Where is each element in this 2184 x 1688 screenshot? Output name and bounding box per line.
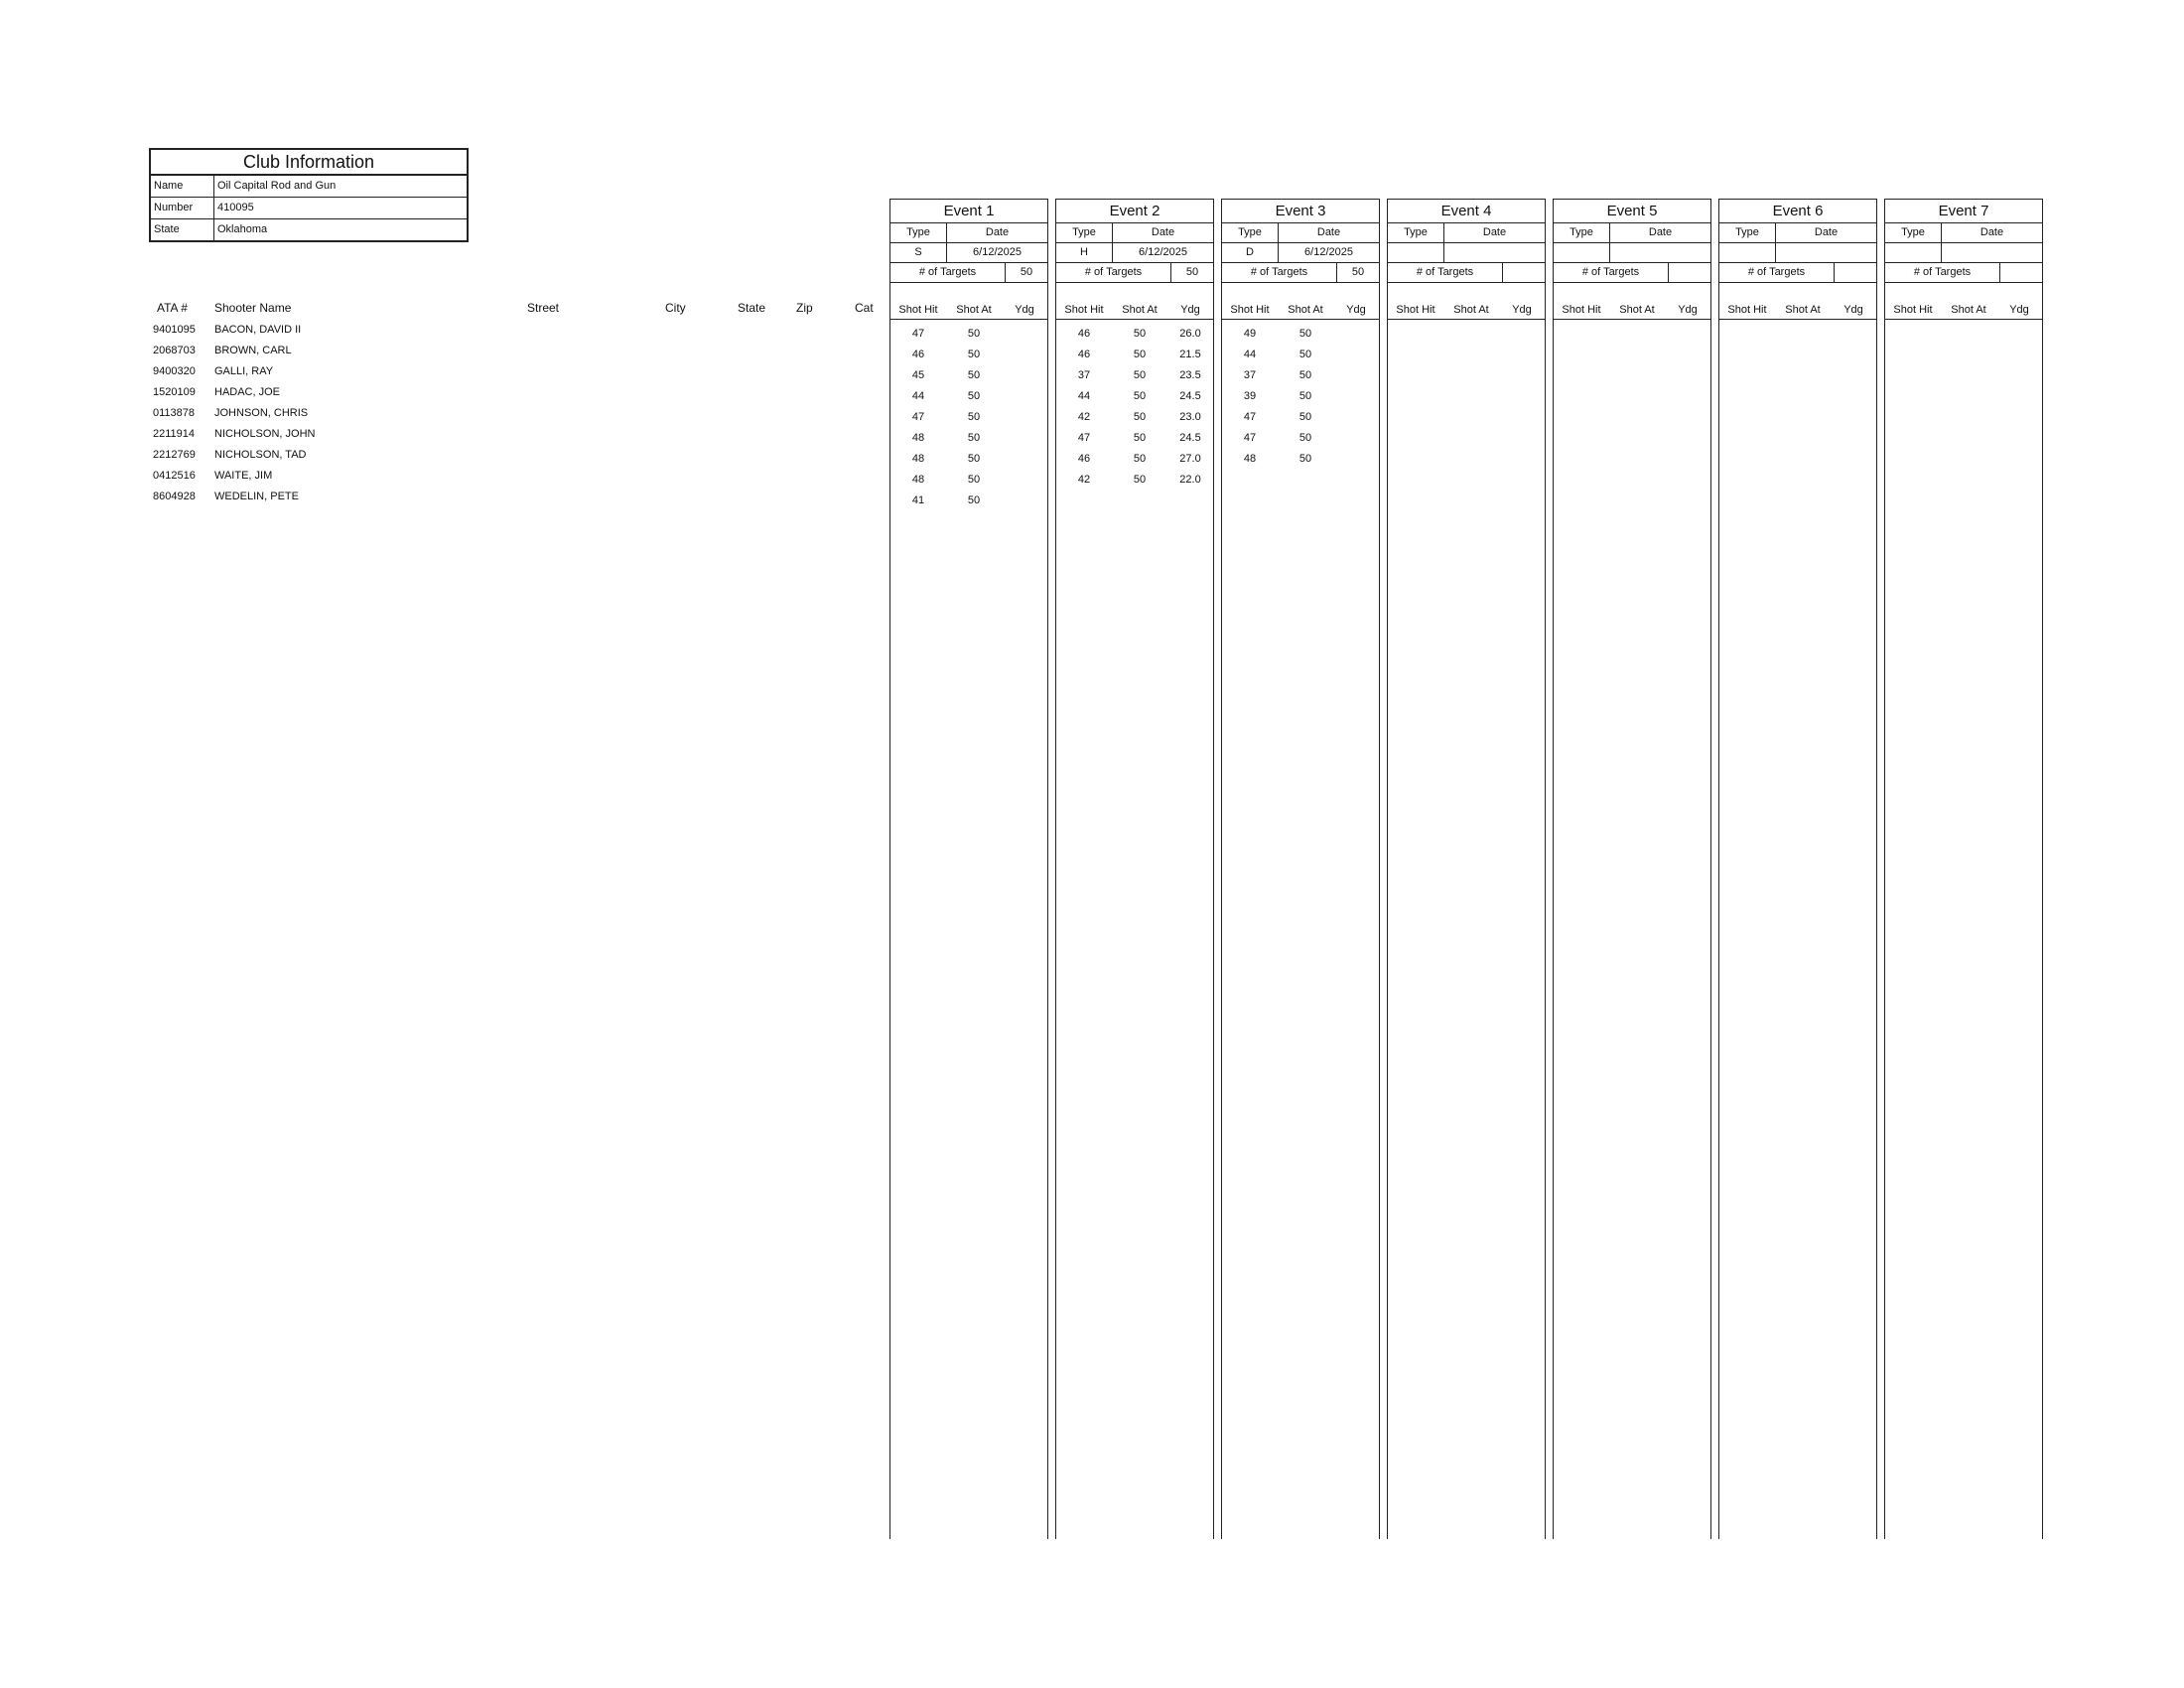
event-date-label: Date [1316,226,1341,238]
shot-at-value: 50 [967,453,981,465]
shot-hit-value: 46 [911,349,925,360]
event-targets-row [1885,263,2042,282]
event-title: Event 2 [1056,200,1213,223]
ydg-value [1333,428,1379,449]
shot-hit-value: 47 [1243,432,1257,444]
ydg-value: 24.5 [1179,432,1201,444]
shot-hit-value: 46 [1077,328,1091,340]
ydg-header: Ydg [1843,304,1863,316]
ydg-value [1333,449,1379,470]
event-header-box [1056,199,1213,283]
event-title: Event 5 [1554,200,1710,223]
event-date-value [1444,243,1545,262]
event-type-date-header [1885,223,2042,243]
shot-at-value: 50 [1133,432,1147,444]
event-date-value: 6/12/2025 [1139,246,1187,258]
shot-hit-value: 48 [911,474,925,486]
event-score-header [1388,301,1545,320]
event-date-value [1942,243,2042,262]
club-state-value: Oklahoma [217,223,268,235]
shot-at-value: 50 [967,369,981,381]
event-type-date-values [1388,243,1545,263]
event-type-value [1554,243,1610,262]
shot-at-value: 50 [1298,369,1312,381]
ydg-value: 23.0 [1179,411,1201,423]
score-row [1056,407,1213,428]
shot-at-value: 50 [967,328,981,340]
event-type-date-header [890,223,1047,243]
shot-hit-value: 44 [1243,349,1257,360]
event-targets-label: # of Targets [1913,266,1972,278]
shooter-name: GALLI, RAY [214,365,274,377]
event-score-header [1222,301,1379,320]
shot-at-value: 50 [1298,432,1312,444]
shot-at-header: Shot At [1453,304,1489,316]
shooter-name: WEDELIN, PETE [214,491,299,502]
ata-number-header: ATA # [157,301,188,315]
ydg-header: Ydg [1015,304,1034,316]
shooter-ata: 2068703 [153,345,196,356]
ydg-value: 26.0 [1179,328,1201,340]
shot-at-value: 50 [967,390,981,402]
event-column [1221,199,1380,1539]
shot-at-value: 50 [1133,411,1147,423]
cat-header: Cat [855,301,874,315]
event-type-label: Type [1056,223,1113,242]
club-number-label: Number [151,198,214,218]
shot-at-value: 50 [1298,349,1312,360]
shot-at-value: 50 [1133,453,1147,465]
shot-hit-value: 42 [1077,411,1091,423]
ydg-header: Ydg [1678,304,1698,316]
score-row [1222,407,1379,428]
ydg-value [1002,428,1047,449]
event-type-label: Type [1554,223,1610,242]
event-score-header [1719,301,1876,320]
event-header-box [1885,199,2042,283]
ydg-value: 23.5 [1179,369,1201,381]
shooter-name: NICHOLSON, JOHN [214,428,316,440]
event-title: Event 7 [1885,200,2042,223]
event-column [1387,199,1546,1539]
shot-hit-header: Shot Hit [1064,304,1104,316]
event-type-value: D [1222,243,1279,262]
shooter-ata: 8604928 [153,491,196,502]
shot-at-value: 50 [1133,349,1147,360]
shot-at-value: 50 [1133,474,1147,486]
shot-at-header: Shot At [1122,304,1158,316]
score-row [1056,324,1213,345]
shooter-ata: 9400320 [153,365,196,377]
ydg-value [1333,324,1379,345]
event-date-label: Date [1482,226,1507,238]
event-date-label: Date [1151,226,1175,238]
shot-hit-value: 41 [911,494,925,506]
event-targets-value: 50 [1170,263,1213,282]
shot-hit-value: 46 [1077,453,1091,465]
event-targets-row [1056,263,1213,282]
ydg-value [1333,407,1379,428]
shot-hit-value: 42 [1077,474,1091,486]
score-row [890,407,1047,428]
ydg-value: 22.0 [1179,474,1201,486]
event-column [1553,199,1711,1539]
ydg-value [1002,324,1047,345]
shot-hit-value: 48 [911,432,925,444]
event-targets-row [1388,263,1545,282]
ydg-value [1002,470,1047,491]
club-number-value: 410095 [217,202,254,213]
score-row [1056,449,1213,470]
shot-hit-value: 47 [911,328,925,340]
ydg-header: Ydg [2009,304,2029,316]
shot-hit-value: 46 [1077,349,1091,360]
event-targets-value [1999,263,2042,282]
ydg-value: 21.5 [1179,349,1201,360]
shooter-name-header: Shooter Name [214,301,292,315]
event-type-date-header [1719,223,1876,243]
event-date-value: 6/12/2025 [1304,246,1353,258]
event-type-value [1719,243,1776,262]
event-type-label: Type [1222,223,1279,242]
ydg-header: Ydg [1346,304,1366,316]
shot-hit-header: Shot Hit [1562,304,1601,316]
event-header-box [1388,199,1545,283]
event-targets-label: # of Targets [1250,266,1308,278]
event-type-date-values [1222,243,1379,263]
event-targets-row [1222,263,1379,282]
score-row [1056,345,1213,365]
club-name-label: Name [151,176,214,197]
score-row [890,324,1047,345]
event-type-date-header [1554,223,1710,243]
score-row [1222,428,1379,449]
club-state-row [151,219,467,240]
shot-hit-value: 37 [1077,369,1091,381]
shot-at-value: 50 [967,349,981,360]
event-targets-label: # of Targets [918,266,977,278]
shot-at-header: Shot At [956,304,992,316]
event-targets-label: # of Targets [1084,266,1143,278]
shot-hit-value: 47 [1243,411,1257,423]
shooter-ata: 9401095 [153,324,196,336]
ydg-header: Ydg [1512,304,1532,316]
event-score-header [1056,301,1213,320]
shot-at-header: Shot At [1951,304,1986,316]
event-date-value [1610,243,1710,262]
score-row [890,428,1047,449]
event-date-value [1776,243,1876,262]
score-row [890,491,1047,511]
club-state-label: State [151,219,214,240]
event-header-box [1719,199,1876,283]
score-row [1056,365,1213,386]
shot-hit-header: Shot Hit [1230,304,1270,316]
event-date-value: 6/12/2025 [973,246,1022,258]
shot-at-value: 50 [1298,390,1312,402]
shot-at-header: Shot At [1619,304,1655,316]
club-name-row [151,176,467,198]
score-row [1056,470,1213,491]
event-type-label: Type [1719,223,1776,242]
event-type-label: Type [890,223,947,242]
event-type-date-values [890,243,1047,263]
shot-at-header: Shot At [1288,304,1323,316]
score-row [1056,386,1213,407]
shot-hit-value: 37 [1243,369,1257,381]
shot-hit-value: 47 [1077,432,1091,444]
event-type-date-header [1056,223,1213,243]
event-targets-value [1502,263,1545,282]
score-row [1222,449,1379,470]
score-row [1056,428,1213,449]
shot-at-value: 50 [967,474,981,486]
event-type-label: Type [1885,223,1942,242]
event-type-date-values [1719,243,1876,263]
shot-hit-value: 47 [911,411,925,423]
score-row [1222,386,1379,407]
shot-at-value: 50 [967,494,981,506]
event-type-value [1885,243,1942,262]
shot-at-value: 50 [1133,390,1147,402]
event-targets-value [1668,263,1710,282]
event-title: Event 4 [1388,200,1545,223]
event-score-header [890,301,1047,320]
ydg-value: 27.0 [1179,453,1201,465]
event-title: Event 6 [1719,200,1876,223]
score-row [890,449,1047,470]
score-row [890,470,1047,491]
score-row [890,386,1047,407]
event-type-date-header [1222,223,1379,243]
event-header-box [1554,199,1710,283]
score-row [1222,324,1379,345]
event-type-date-header [1388,223,1545,243]
event-title: Event 1 [890,200,1047,223]
shot-hit-value: 48 [911,453,925,465]
event-type-date-values [1056,243,1213,263]
shooter-ata: 2211914 [153,428,196,440]
shot-hit-header: Shot Hit [1396,304,1435,316]
event-targets-row [1554,263,1710,282]
event-date-label: Date [985,226,1010,238]
shot-hit-value: 39 [1243,390,1257,402]
shot-at-header: Shot At [1785,304,1821,316]
event-header-box [1222,199,1379,283]
shot-hit-value: 49 [1243,328,1257,340]
event-score-header [1885,301,2042,320]
ydg-value [1002,386,1047,407]
state-header: State [738,301,766,315]
shooter-name: NICHOLSON, TAD [214,449,307,461]
event-targets-row [890,263,1047,282]
zip-header: Zip [796,301,813,315]
event-date-label: Date [1648,226,1673,238]
shooter-name: BACON, DAVID II [214,324,302,336]
shooter-ata: 0412516 [153,470,196,482]
shot-at-value: 50 [1133,328,1147,340]
ydg-value [1333,345,1379,365]
shooter-name: HADAC, JOE [214,386,281,398]
event-title: Event 3 [1222,200,1379,223]
shot-at-value: 50 [1133,369,1147,381]
shooter-ata: 0113878 [153,407,196,419]
event-date-label: Date [1979,226,2004,238]
ydg-value [1002,345,1047,365]
event-targets-value: 50 [1005,263,1047,282]
shooter-name: WAITE, JIM [214,470,273,482]
event-type-value: H [1056,243,1113,262]
score-row [890,365,1047,386]
event-date-label: Date [1814,226,1839,238]
event-targets-label: # of Targets [1747,266,1806,278]
event-targets-value: 50 [1336,263,1379,282]
score-row [890,345,1047,365]
shot-at-value: 50 [967,432,981,444]
shot-hit-header: Shot Hit [898,304,938,316]
city-header: City [665,301,686,315]
event-type-label: Type [1388,223,1444,242]
event-targets-label: # of Targets [1416,266,1474,278]
score-row [1222,365,1379,386]
shooter-name: BROWN, CARL [214,345,292,356]
shot-hit-value: 44 [1077,390,1091,402]
street-header: Street [527,301,560,315]
shot-hit-header: Shot Hit [1727,304,1767,316]
shot-at-value: 50 [967,411,981,423]
ydg-value [1333,386,1379,407]
shooter-ata: 2212769 [153,449,196,461]
ydg-value [1002,365,1047,386]
score-row [1222,345,1379,365]
ydg-header: Ydg [1180,304,1200,316]
shooter-name: JOHNSON, CHRIS [214,407,309,419]
shot-at-value: 50 [1298,411,1312,423]
ydg-value: 24.5 [1179,390,1201,402]
shot-at-value: 50 [1298,328,1312,340]
event-type-value: S [890,243,947,262]
shot-hit-value: 44 [911,390,925,402]
ydg-value [1333,365,1379,386]
event-type-value [1388,243,1444,262]
event-type-date-values [1554,243,1710,263]
shot-hit-value: 48 [1243,453,1257,465]
club-information-title: Club Information [151,150,467,176]
event-targets-value [1834,263,1876,282]
club-information-box [149,148,469,242]
shot-hit-value: 45 [911,369,925,381]
event-column [1884,199,2043,1539]
club-number-row [151,198,467,219]
event-type-date-values [1885,243,2042,263]
shooter-ata: 1520109 [153,386,196,398]
event-column [889,199,1048,1539]
ydg-value [1002,407,1047,428]
ydg-value [1002,491,1047,511]
shot-at-value: 50 [1298,453,1312,465]
shot-hit-header: Shot Hit [1893,304,1933,316]
club-name-value: Oil Capital Rod and Gun [217,180,337,192]
event-header-box [890,199,1047,283]
event-column [1718,199,1877,1539]
ydg-value [1002,449,1047,470]
event-targets-label: # of Targets [1581,266,1640,278]
event-targets-row [1719,263,1876,282]
event-column [1055,199,1214,1539]
event-score-header [1554,301,1710,320]
